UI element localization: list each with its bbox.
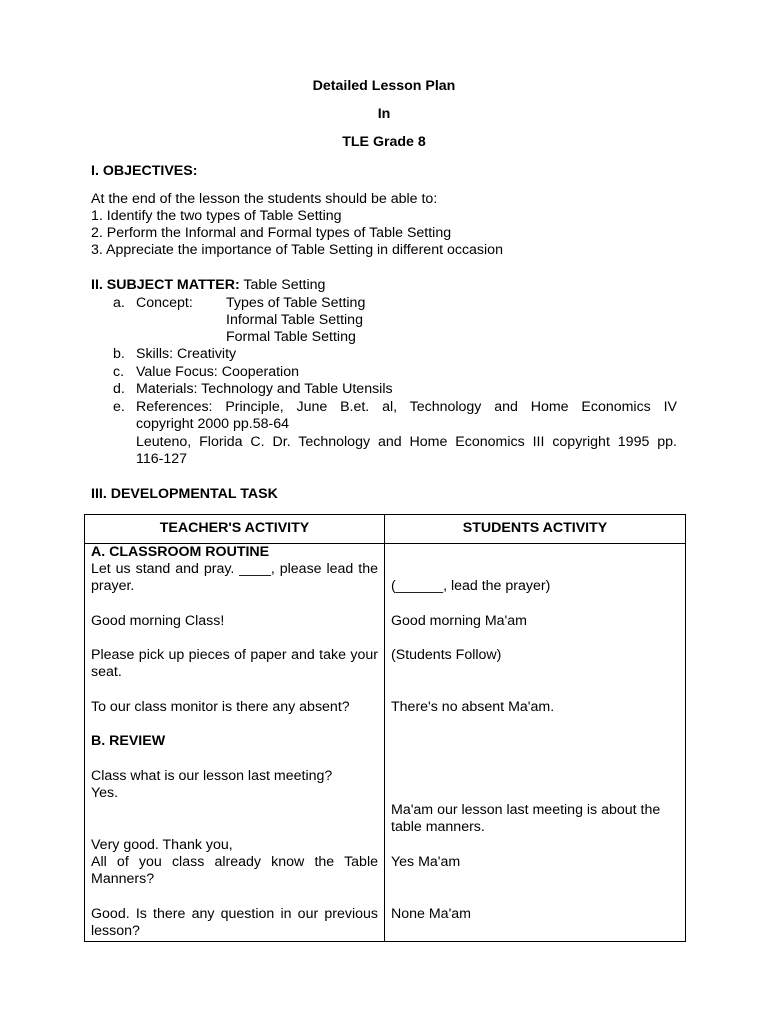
teacher-line: Let us stand and pray. ____, please lead the prayer. (91, 561, 378, 595)
references-line: Leuteno, Florida C. Dr. Technology and Home Economics III copyright 1995 pp. (136, 434, 677, 450)
routine-heading: A. CLASSROOM ROUTINE (91, 544, 270, 560)
developmental-heading: III. DEVELOPMENTAL TASK (91, 486, 278, 502)
review-heading: B. REVIEW (91, 733, 166, 749)
objective-item: 3. Appreciate the importance of Table Setting in different occasion (91, 242, 503, 258)
document-title-in: In (377, 106, 391, 122)
objective-item: 1. Identify the two types of Table Setting (91, 208, 342, 224)
student-line: There's no absent Ma'am. (391, 699, 555, 715)
activity-table (84, 514, 686, 942)
concept-item: Informal Table Setting (226, 312, 363, 328)
objective-item: 2. Perform the Informal and Formal types of Table Setting (91, 225, 452, 241)
references-line: copyright 2000 pp.58-64 (136, 416, 290, 432)
concept-item: Types of Table Setting (226, 295, 366, 311)
students-column-header: STUDENTS ACTIVITY (385, 515, 686, 544)
teacher-line: Please pick up pieces of paper and take your seat. (91, 647, 378, 681)
student-line: (______, lead the prayer) (391, 578, 551, 594)
student-line: None Ma'am (391, 906, 471, 922)
concept-item: Formal Table Setting (226, 329, 356, 345)
table-header-row (85, 515, 686, 544)
teacher-line: Good morning Class! (91, 613, 225, 629)
subject-matter-topic: Table Setting (243, 277, 326, 293)
student-line: (Students Follow) (391, 647, 502, 663)
student-line: Good morning Ma'am (391, 613, 527, 629)
teacher-activity-cell (85, 544, 385, 942)
list-letter: e. (113, 399, 125, 415)
objectives-intro: At the end of the lesson the students should be able to: (91, 191, 438, 207)
students-activity-cell (385, 544, 686, 942)
subject-matter-line (91, 277, 325, 294)
student-line: Ma'am our lesson last meeting is about the table manners. (391, 802, 661, 836)
document-title: Detailed Lesson Plan (312, 78, 456, 94)
concept-label: Concept: (136, 295, 193, 311)
list-letter: c. (113, 364, 125, 380)
subject-matter-item: Value Focus: Cooperation (136, 364, 299, 380)
teacher-column-header: TEACHER'S ACTIVITY (85, 515, 385, 544)
list-letter: a. (113, 295, 125, 311)
objectives-heading: I. OBJECTIVES: (91, 163, 198, 179)
teacher-line: To our class monitor is there any absent? (91, 699, 350, 715)
table-row (85, 544, 686, 942)
subject-matter-item: Skills: Creativity (136, 346, 237, 362)
references-line: 116-127 (136, 451, 188, 467)
list-letter: b. (113, 346, 125, 362)
document-subject: TLE Grade 8 (342, 134, 426, 150)
teacher-line: Yes. (91, 785, 119, 801)
teacher-line: Very good. Thank you, (91, 837, 233, 853)
subject-matter-item: Materials: Technology and Table Utensils (136, 381, 393, 397)
references-line: References: Principle, June B.et. al, Technology and Home Economics IV (136, 399, 677, 415)
list-letter: d. (113, 381, 125, 397)
teacher-line: Good. Is there any question in our previous lesson? (91, 906, 378, 940)
student-line: Yes Ma'am (391, 854, 461, 870)
teacher-line: Class what is our lesson last meeting? (91, 768, 333, 784)
teacher-line: All of you class already know the Table Manners? (91, 854, 378, 888)
subject-matter-heading: II. SUBJECT MATTER: (91, 277, 240, 293)
